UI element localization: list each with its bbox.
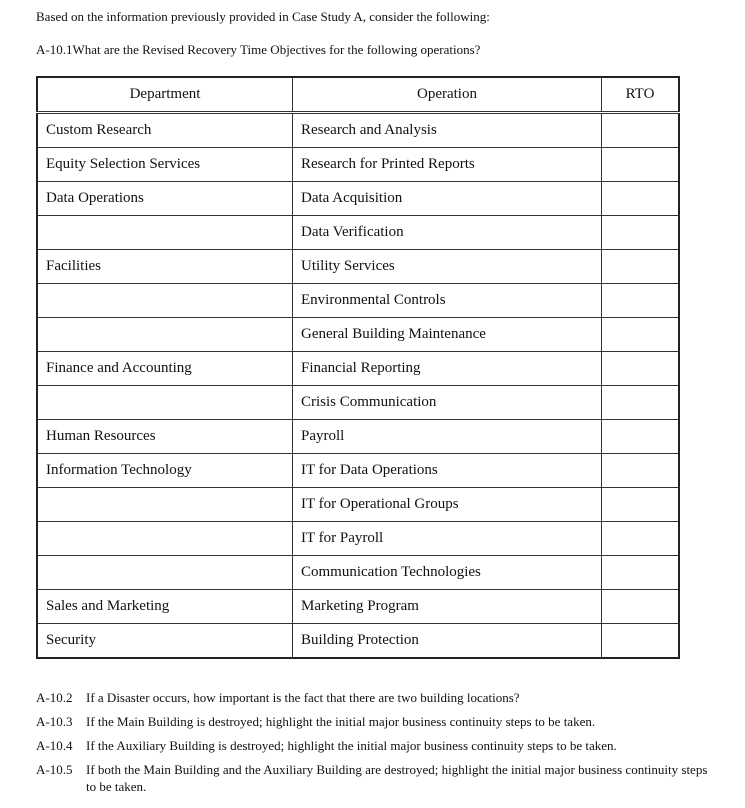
operation-cell: IT for Operational Groups <box>293 488 602 522</box>
operation-cell: Marketing Program <box>293 590 602 624</box>
table-row <box>37 216 679 250</box>
department-cell <box>37 556 293 590</box>
department-cell: Sales and Marketing <box>37 590 293 624</box>
operation-cell: Data Verification <box>293 216 602 250</box>
question-text: If a Disaster occurs, how important is the fact that there are two building locations? <box>86 690 520 705</box>
operation-cell: Research and Analysis <box>293 113 602 148</box>
question-text: If both the Main Building and the Auxiliary Building are destroyed; highlight the initial major business continuity steps to be taken. <box>86 762 708 794</box>
department-cell: Security <box>37 624 293 659</box>
department-cell: Facilities <box>37 250 293 284</box>
table-row <box>37 352 679 386</box>
question-number: A-10.4 <box>36 738 73 753</box>
operation-cell: Data Acquisition <box>293 182 602 216</box>
operation-cell: Environmental Controls <box>293 284 602 318</box>
operation-cell: Utility Services <box>293 250 602 284</box>
table-row <box>37 113 679 148</box>
table-row <box>37 250 679 284</box>
question-a10-1: A-10.1What are the Revised Recovery Time Objectives for the following operations? <box>36 42 481 57</box>
rto-cell[interactable] <box>602 216 680 250</box>
department-cell: Data Operations <box>37 182 293 216</box>
table-row <box>37 148 679 182</box>
question-number: A-10.3 <box>36 714 73 729</box>
department-cell: Equity Selection Services <box>37 148 293 182</box>
department-cell <box>37 522 293 556</box>
table-row <box>37 522 679 556</box>
question-item <box>36 689 716 706</box>
question-number: A-10.2 <box>36 690 73 705</box>
operation-cell: Crisis Communication <box>293 386 602 420</box>
department-cell <box>37 488 293 522</box>
operation-cell: General Building Maintenance <box>293 318 602 352</box>
rto-cell[interactable] <box>602 556 680 590</box>
operation-cell: IT for Data Operations <box>293 454 602 488</box>
rto-cell[interactable] <box>602 284 680 318</box>
table-row <box>37 420 679 454</box>
operation-cell: Building Protection <box>293 624 602 659</box>
table-row <box>37 488 679 522</box>
department-cell: Custom Research <box>37 113 293 148</box>
table-row <box>37 284 679 318</box>
department-cell <box>37 284 293 318</box>
follow-up-questions <box>36 689 716 802</box>
header-department: Department <box>37 77 293 113</box>
question-number: A-10.5 <box>36 762 73 777</box>
rto-cell[interactable] <box>602 522 680 556</box>
rto-cell[interactable] <box>602 590 680 624</box>
rto-cell[interactable] <box>602 488 680 522</box>
rto-cell[interactable] <box>602 352 680 386</box>
rto-cell[interactable] <box>602 318 680 352</box>
department-cell <box>37 216 293 250</box>
rto-cell[interactable] <box>602 148 680 182</box>
operation-cell: Payroll <box>293 420 602 454</box>
header-operation: Operation <box>293 77 602 113</box>
rto-cell[interactable] <box>602 454 680 488</box>
table-row <box>37 318 679 352</box>
operation-cell: Communication Technologies <box>293 556 602 590</box>
rto-cell[interactable] <box>602 182 680 216</box>
question-item <box>36 713 716 730</box>
table-row <box>37 556 679 590</box>
question-item <box>36 761 716 795</box>
department-cell: Finance and Accounting <box>37 352 293 386</box>
rto-cell[interactable] <box>602 386 680 420</box>
operation-cell: IT for Payroll <box>293 522 602 556</box>
rto-cell[interactable] <box>602 113 680 148</box>
intro-text: Based on the information previously provided in Case Study A, consider the following: <box>36 9 490 24</box>
rto-cell[interactable] <box>602 250 680 284</box>
table-header-row <box>37 77 679 113</box>
department-cell: Information Technology <box>37 454 293 488</box>
question-text: If the Auxiliary Building is destroyed; highlight the initial major business continuity steps to be taken. <box>86 738 617 753</box>
operation-cell: Research for Printed Reports <box>293 148 602 182</box>
department-cell <box>37 386 293 420</box>
operation-cell: Financial Reporting <box>293 352 602 386</box>
department-cell: Human Resources <box>37 420 293 454</box>
question-text: If the Main Building is destroyed; highlight the initial major business continuity steps to be taken. <box>86 714 596 729</box>
table-row <box>37 624 679 659</box>
rto-cell[interactable] <box>602 624 680 659</box>
question-item <box>36 737 716 754</box>
table-row <box>37 454 679 488</box>
header-rto: RTO <box>602 77 680 113</box>
table-row <box>37 590 679 624</box>
rto-cell[interactable] <box>602 420 680 454</box>
department-cell <box>37 318 293 352</box>
table-row <box>37 182 679 216</box>
rto-table <box>36 76 680 659</box>
table-row <box>37 386 679 420</box>
